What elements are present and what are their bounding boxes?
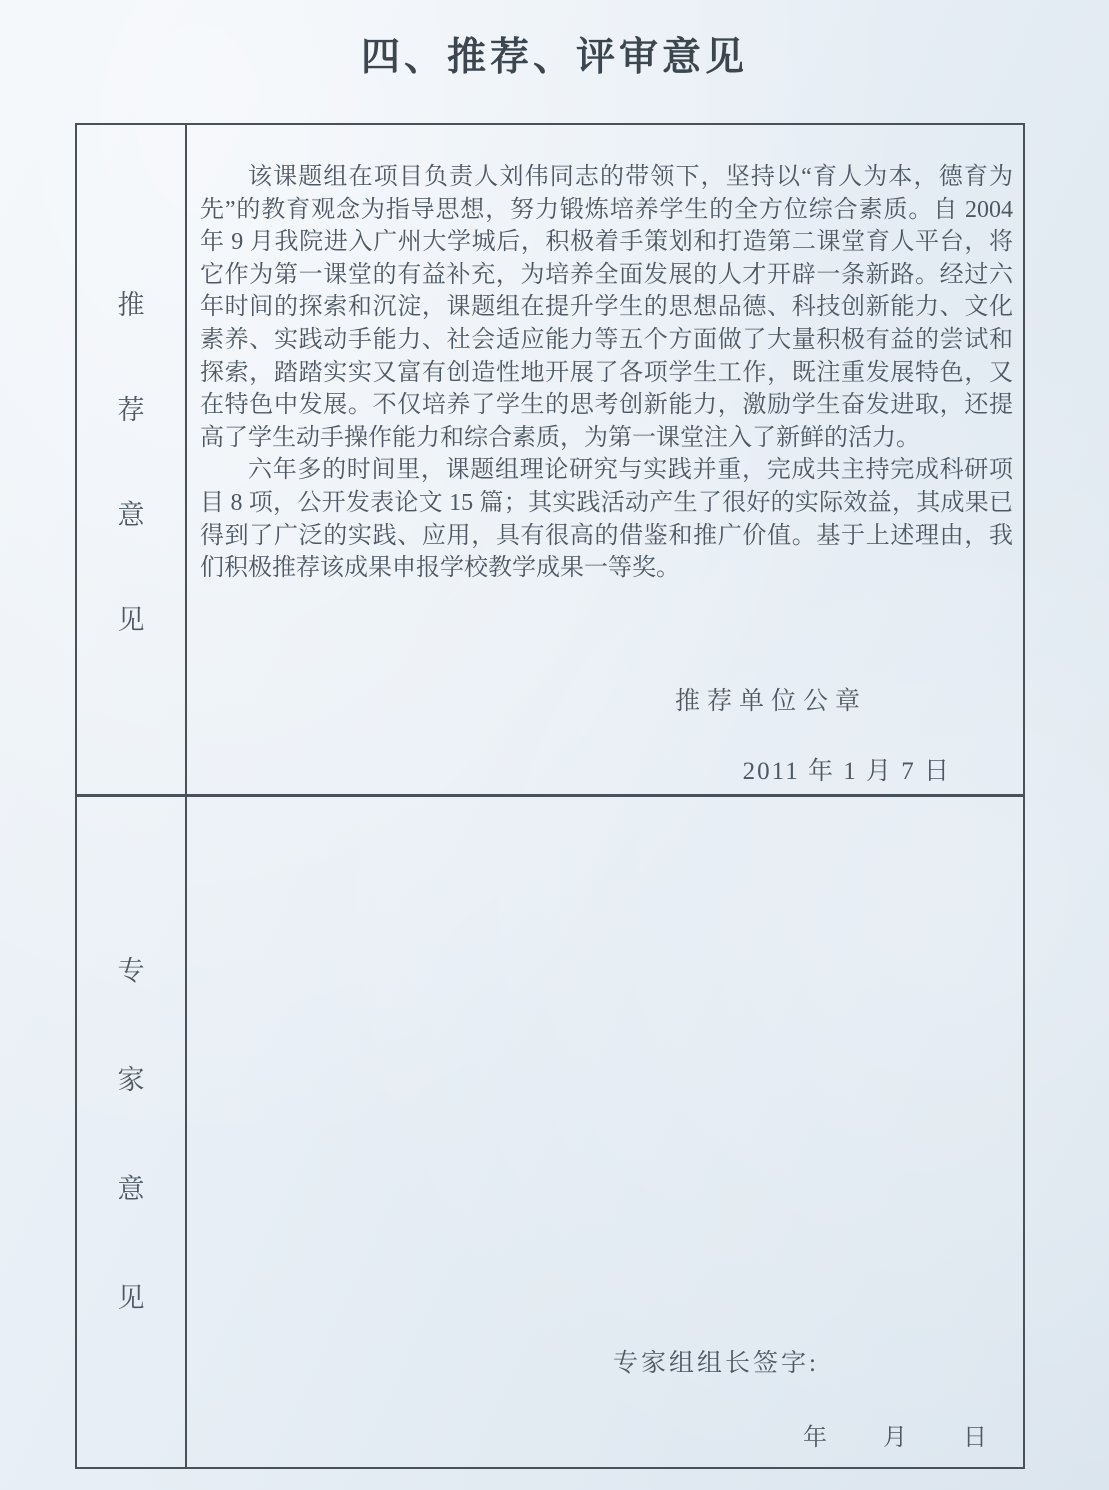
- review-form-table: [75, 123, 1025, 1469]
- expert-label-char: 专: [117, 956, 145, 986]
- day-unit-label: 日: [963, 1425, 987, 1451]
- expert-label-cell: [77, 797, 187, 1467]
- recommendation-label-cell: [77, 125, 187, 794]
- month-unit-label: 月: [883, 1425, 907, 1451]
- expert-row: [77, 797, 1023, 1467]
- page-title: 四、推荐、评审意见: [360, 36, 748, 79]
- expert-label-char: 家: [117, 1065, 145, 1095]
- expert-label-char: 见: [117, 1283, 145, 1313]
- recommendation-label-char: 见: [117, 604, 145, 635]
- recommendation-content-cell: [187, 125, 1023, 794]
- expert-signature-label: 专家组组长签字:: [613, 1350, 819, 1377]
- recommendation-label-char: 荐: [117, 394, 145, 425]
- recommendation-label-char: 意: [117, 499, 145, 530]
- recommendation-paragraph-1: 该课题组在项目负责人刘伟同志的带领下，坚持以“育人为本，德育为先”的教育观念为指导思想，努力锻炼培养学生的全方位综合素质。自 2004 年 9 月我院进入广州大学城后，积极着手策划和打造第二课堂育人平台，将它作为第一课堂的有益补充，为培养全面发展的人才开辟一条新路。经过六年时间的探索和沉淀，课题组在提升学生的思想品德、科技创新能力、文化素养、实践动手能力、社会适应能力等五个方面做了大量积极有益的尝试和探索，踏踏实实又富有创造性地开展了各项学生工作，既注重发展特色，又在特色中发展。不仅培养了学生的思考创新能力，激励学生奋发进取，还提高了学生动手操作能力和综合素质，为第一课堂注入了新鲜的活力。: [200, 164, 1013, 451]
- expert-content-cell: [187, 797, 1023, 1467]
- expert-label-char: 意: [117, 1174, 145, 1204]
- year-unit-label: 年: [803, 1425, 827, 1451]
- expert-date-placeholder: [803, 1417, 987, 1452]
- recommendation-row: [77, 125, 1023, 797]
- recommendation-label-char: 推: [117, 289, 145, 320]
- recommendation-date: 2011 年 1 月 7 日: [742, 758, 951, 785]
- seal-label: 推荐单位公章: [675, 688, 868, 715]
- recommendation-paragraph-2: 六年多的时间里，课题组理论研究与实践并重，完成共主持完成科研项目 8 项，公开发表论文 15 篇；其实践活动产生了很好的实际效益，其成果已得到了广泛的实践、应用，具有很高的借鉴和推广价值。基于上述理由，我们积极推荐该成果申报学校教学成果一等奖。: [200, 457, 1013, 582]
